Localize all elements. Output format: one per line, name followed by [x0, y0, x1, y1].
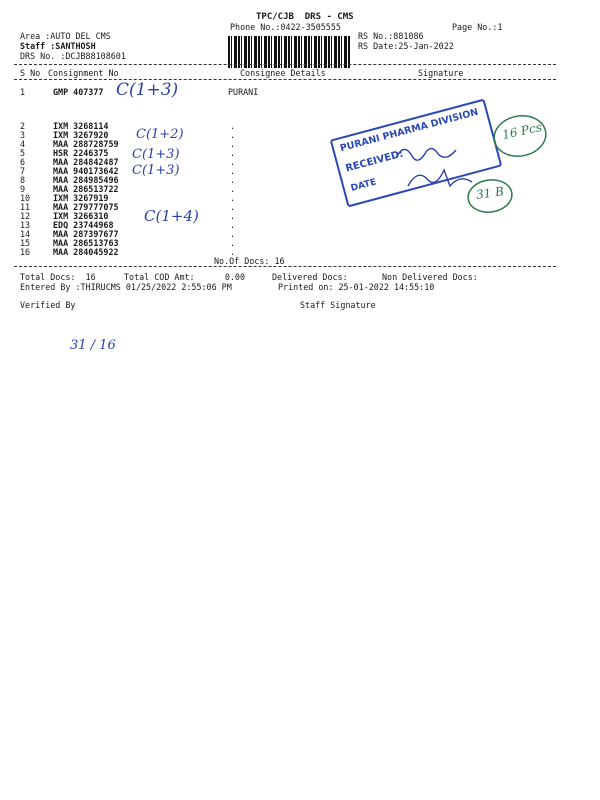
phone-number: Phone No.:0422-3505555 — [230, 22, 341, 32]
row-consignee: . — [230, 130, 236, 140]
stamp-received: RECEIVED: — [344, 148, 405, 175]
verified-by: Verified By — [20, 300, 76, 310]
handwritten-note: C(1+3) — [132, 147, 180, 162]
row-sno: 5 — [20, 148, 26, 158]
row-consignee: . — [230, 220, 236, 230]
handwritten-circle-text: 31 B — [475, 184, 505, 202]
non-delivered-docs: Non Delivered Docs: — [382, 272, 478, 282]
drs-number: DRS No. :DCJB88108601 — [20, 51, 126, 61]
row-sno: 1 — [20, 87, 26, 97]
row-consignee: . — [230, 193, 236, 203]
row-sno: 13 — [20, 220, 31, 230]
row-sno: 4 — [20, 139, 26, 149]
row-consignment: IXM 3267920 — [53, 130, 109, 140]
row-consignment: IXM 3266310 — [53, 211, 109, 221]
rs-number: RS No.:881086 — [358, 31, 424, 41]
row-consignment: MAA 284985496 — [53, 175, 119, 185]
row-consignment: MAA 279777075 — [53, 202, 119, 212]
column-header-sno: S No — [20, 68, 41, 78]
row-sno: 7 — [20, 166, 26, 176]
document-title: TPC/CJB DRS - CMS — [256, 12, 354, 22]
row-consignee: . — [230, 238, 236, 248]
row-consignee: . — [230, 139, 236, 149]
row-sno: 3 — [20, 130, 26, 140]
signature-scribble — [408, 170, 472, 186]
row-sno: 11 — [20, 202, 31, 212]
rs-date: RS Date:25-Jan-2022 — [358, 41, 454, 51]
column-header-signature: Signature — [418, 68, 464, 78]
row-consignee: . — [230, 148, 236, 158]
row-sno: 6 — [20, 157, 26, 167]
row-sno: 9 — [20, 184, 26, 194]
row-sno: 12 — [20, 211, 31, 221]
column-header-consignment: Consignment No — [48, 68, 119, 78]
area-label: Area :AUTO DEL CMS — [20, 31, 111, 41]
row-consignee: . — [230, 202, 236, 212]
handwritten-note: C(1+3) — [132, 163, 180, 178]
handwritten-note: C(1+4) — [144, 207, 199, 225]
row-sno: 8 — [20, 175, 26, 185]
total-cod: Total COD Amt: 0.00 — [124, 272, 246, 282]
row-consignment: GMP 407377 — [53, 87, 104, 97]
row-consignee: . — [230, 247, 236, 257]
signature-scribble — [396, 148, 456, 160]
row-sno: 2 — [20, 121, 26, 131]
row-sno: 15 — [20, 238, 31, 248]
column-header-consignee: Consignee Details — [240, 68, 326, 78]
row-consignee: . — [230, 175, 236, 185]
row-sno: 16 — [20, 247, 31, 257]
row-consignee: . — [230, 157, 236, 167]
row-consignee: PURANI — [228, 87, 259, 97]
row-consignee: . — [230, 211, 236, 221]
row-consignment: MAA 288728759 — [53, 139, 119, 149]
no-of-docs: No.Of Docs: 16 — [214, 256, 285, 266]
row-consignment: IXM 3267919 — [53, 193, 109, 203]
row-consignment: HSR 2246375 — [53, 148, 109, 158]
row-sno: 10 — [20, 193, 31, 203]
row-sno: 14 — [20, 229, 31, 239]
page-number: Page No.:1 — [452, 22, 503, 32]
handwritten-note: 31 / 16 — [70, 338, 116, 353]
stamp-date: DATE — [349, 177, 378, 194]
printed-on: Printed on: 25-01-2022 14:55:10 — [278, 282, 435, 292]
row-consignment: MAA 284045922 — [53, 247, 119, 257]
row-consignee: . — [230, 229, 236, 239]
row-consignment: MAA 286513763 — [53, 238, 119, 248]
delivered-docs: Delivered Docs: — [272, 272, 348, 282]
staff-label: Staff :SANTHOSH — [20, 41, 96, 51]
total-docs: Total Docs: 16 — [20, 272, 96, 282]
handwritten-note: C(1+2) — [136, 127, 184, 142]
row-consignment: MAA 940173642 — [53, 166, 119, 176]
row-consignment: IXM 3268114 — [53, 121, 109, 131]
row-consignment: MAA 286513722 — [53, 184, 119, 194]
row-consignee: . — [230, 166, 236, 176]
handwritten-note: C(1+3) — [116, 80, 179, 100]
row-consignment: EDQ 23744968 — [53, 220, 114, 230]
row-consignment: MAA 287397677 — [53, 229, 119, 239]
row-consignee: . — [230, 121, 236, 131]
row-consignee: . — [230, 184, 236, 194]
row-consignment: MAA 284842487 — [53, 157, 119, 167]
handwritten-circle-text: 16 Pcs — [500, 119, 544, 143]
stamp-company: PURANI PHARMA DIVISION — [338, 106, 480, 155]
entered-by: Entered By :THIRUCMS 01/25/2022 2:55:06 PM — [20, 282, 232, 292]
staff-signature: Staff Signature — [300, 300, 376, 310]
